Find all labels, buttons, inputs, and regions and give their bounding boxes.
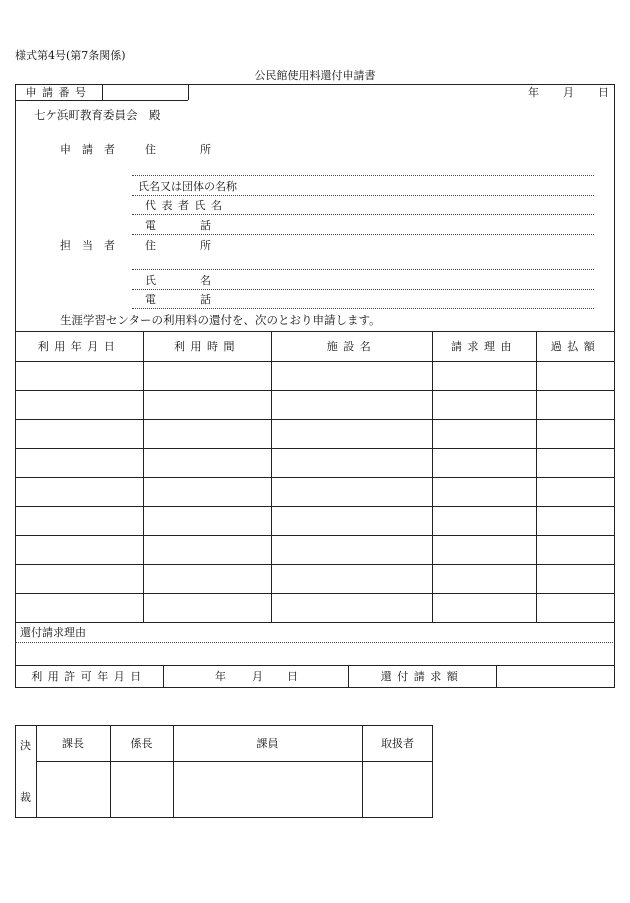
table-cell-use-date[interactable]	[16, 420, 142, 447]
date-day-label: 日	[598, 86, 609, 99]
table-cell-claim-reason[interactable]	[433, 565, 535, 592]
table-cell-facility-name[interactable]	[272, 507, 431, 534]
applicant-name-line[interactable]	[132, 195, 594, 196]
table-cell-claim-reason[interactable]	[433, 478, 535, 505]
table-cell-use-time[interactable]	[144, 594, 270, 621]
contact-label: 担 当 者	[60, 239, 115, 252]
table-cell-claim-reason[interactable]	[433, 391, 535, 418]
approval-side-label-bottom: 裁	[20, 790, 31, 804]
table-cell-use-time[interactable]	[144, 507, 270, 534]
table-cell-use-date[interactable]	[16, 594, 142, 621]
applicant-phone-line[interactable]	[132, 234, 594, 235]
permit-year-label[interactable]: 年	[215, 670, 226, 683]
table-cell-use-date[interactable]	[16, 391, 142, 418]
application-statement: 生涯学習センターの利用料の還付を、次のとおり申請します。	[60, 313, 381, 327]
application-number-field[interactable]	[103, 85, 187, 99]
table-cell-overpayment-amount[interactable]	[537, 478, 614, 505]
approval-stamp-section-chief[interactable]	[37, 762, 109, 817]
table-cell-use-date[interactable]	[16, 449, 142, 476]
table-cell-overpayment-amount[interactable]	[537, 536, 614, 563]
table-cell-overpayment-amount[interactable]	[537, 449, 614, 476]
application-number-label: 申請番号	[25, 85, 92, 99]
table-cell-use-time[interactable]	[144, 565, 270, 592]
contact-name-label: 氏 名	[145, 274, 211, 287]
contact-phone-line[interactable]	[132, 308, 594, 309]
column-header-use-time: 利用時間	[174, 339, 240, 353]
applicant-address-line[interactable]	[132, 175, 594, 176]
table-cell-claim-reason[interactable]	[433, 507, 535, 534]
form-title: 公民館使用料還付申請書	[254, 69, 376, 82]
applicant-address-label: 住 所	[145, 143, 211, 156]
contact-name-line[interactable]	[132, 289, 594, 290]
table-cell-claim-reason[interactable]	[433, 362, 535, 389]
refund-amount-label: 還付請求額	[380, 670, 464, 683]
table-cell-facility-name[interactable]	[272, 362, 431, 389]
table-cell-use-time[interactable]	[144, 362, 270, 389]
refund-amount-field[interactable]	[497, 666, 614, 687]
table-cell-overpayment-amount[interactable]	[537, 507, 614, 534]
table-cell-overpayment-amount[interactable]	[537, 565, 614, 592]
table-cell-facility-name[interactable]	[272, 420, 431, 447]
table-cell-use-date[interactable]	[16, 536, 142, 563]
table-cell-claim-reason[interactable]	[433, 420, 535, 447]
permit-month-label[interactable]: 月	[252, 670, 263, 683]
permit-day-label[interactable]: 日	[287, 670, 298, 683]
table-cell-use-time[interactable]	[144, 449, 270, 476]
table-cell-claim-reason[interactable]	[433, 536, 535, 563]
table-cell-overpayment-amount[interactable]	[537, 594, 614, 621]
refund-reason-field[interactable]	[16, 644, 614, 664]
table-cell-overpayment-amount[interactable]	[537, 362, 614, 389]
approval-stamp-subsection-chief[interactable]	[111, 762, 172, 817]
table-cell-facility-name[interactable]	[272, 594, 431, 621]
table-cell-use-time[interactable]	[144, 536, 270, 563]
column-header-overpayment-amount: 過払額	[550, 339, 601, 353]
table-cell-use-time[interactable]	[144, 478, 270, 505]
table-cell-use-time[interactable]	[144, 391, 270, 418]
table-cell-use-time[interactable]	[144, 420, 270, 447]
representative-label: 代表者氏名	[145, 199, 228, 212]
approval-header-subsection-chief: 係長	[130, 736, 153, 750]
table-cell-facility-name[interactable]	[272, 449, 431, 476]
column-header-claim-reason: 請求理由	[451, 339, 517, 353]
table-cell-facility-name[interactable]	[272, 536, 431, 563]
approval-header-section-chief: 課長	[62, 736, 84, 750]
approval-side-label-top: 決	[20, 738, 31, 752]
addressee: 七ケ浜町教育委員会 殿	[34, 108, 161, 122]
refund-reason-label: 還付請求理由	[20, 626, 86, 639]
applicant-label: 申 請 者	[60, 143, 115, 156]
table-cell-use-date[interactable]	[16, 565, 142, 592]
approval-stamp-staff[interactable]	[174, 762, 361, 817]
approval-stamp-handler[interactable]	[363, 762, 432, 817]
representative-line[interactable]	[132, 214, 594, 215]
contact-address-line[interactable]	[132, 269, 594, 270]
table-cell-facility-name[interactable]	[272, 391, 431, 418]
contact-phone-label: 電 話	[145, 293, 211, 306]
permit-date-label: 利用許可年月日	[31, 670, 147, 683]
approval-header-staff: 課員	[256, 736, 279, 750]
applicant-phone-label: 電 話	[145, 219, 211, 232]
column-header-use-date: 利用年月日	[37, 339, 121, 353]
date-month-label: 月	[563, 86, 574, 99]
contact-address-label: 住 所	[145, 239, 211, 252]
form-number: 様式第4号(第7条関係)	[15, 49, 126, 62]
date-year-label: 年	[528, 86, 539, 99]
table-cell-use-date[interactable]	[16, 478, 142, 505]
table-cell-use-date[interactable]	[16, 362, 142, 389]
table-cell-use-date[interactable]	[16, 507, 142, 534]
table-cell-facility-name[interactable]	[272, 565, 431, 592]
table-cell-overpayment-amount[interactable]	[537, 420, 614, 447]
table-cell-claim-reason[interactable]	[433, 449, 535, 476]
applicant-name-label: 氏名又は団体の名称	[138, 180, 237, 193]
table-cell-overpayment-amount[interactable]	[537, 391, 614, 418]
table-cell-claim-reason[interactable]	[433, 594, 535, 621]
approval-header-handler: 取扱者	[381, 736, 414, 750]
table-cell-facility-name[interactable]	[272, 478, 431, 505]
column-header-facility-name: 施設名	[326, 339, 377, 353]
